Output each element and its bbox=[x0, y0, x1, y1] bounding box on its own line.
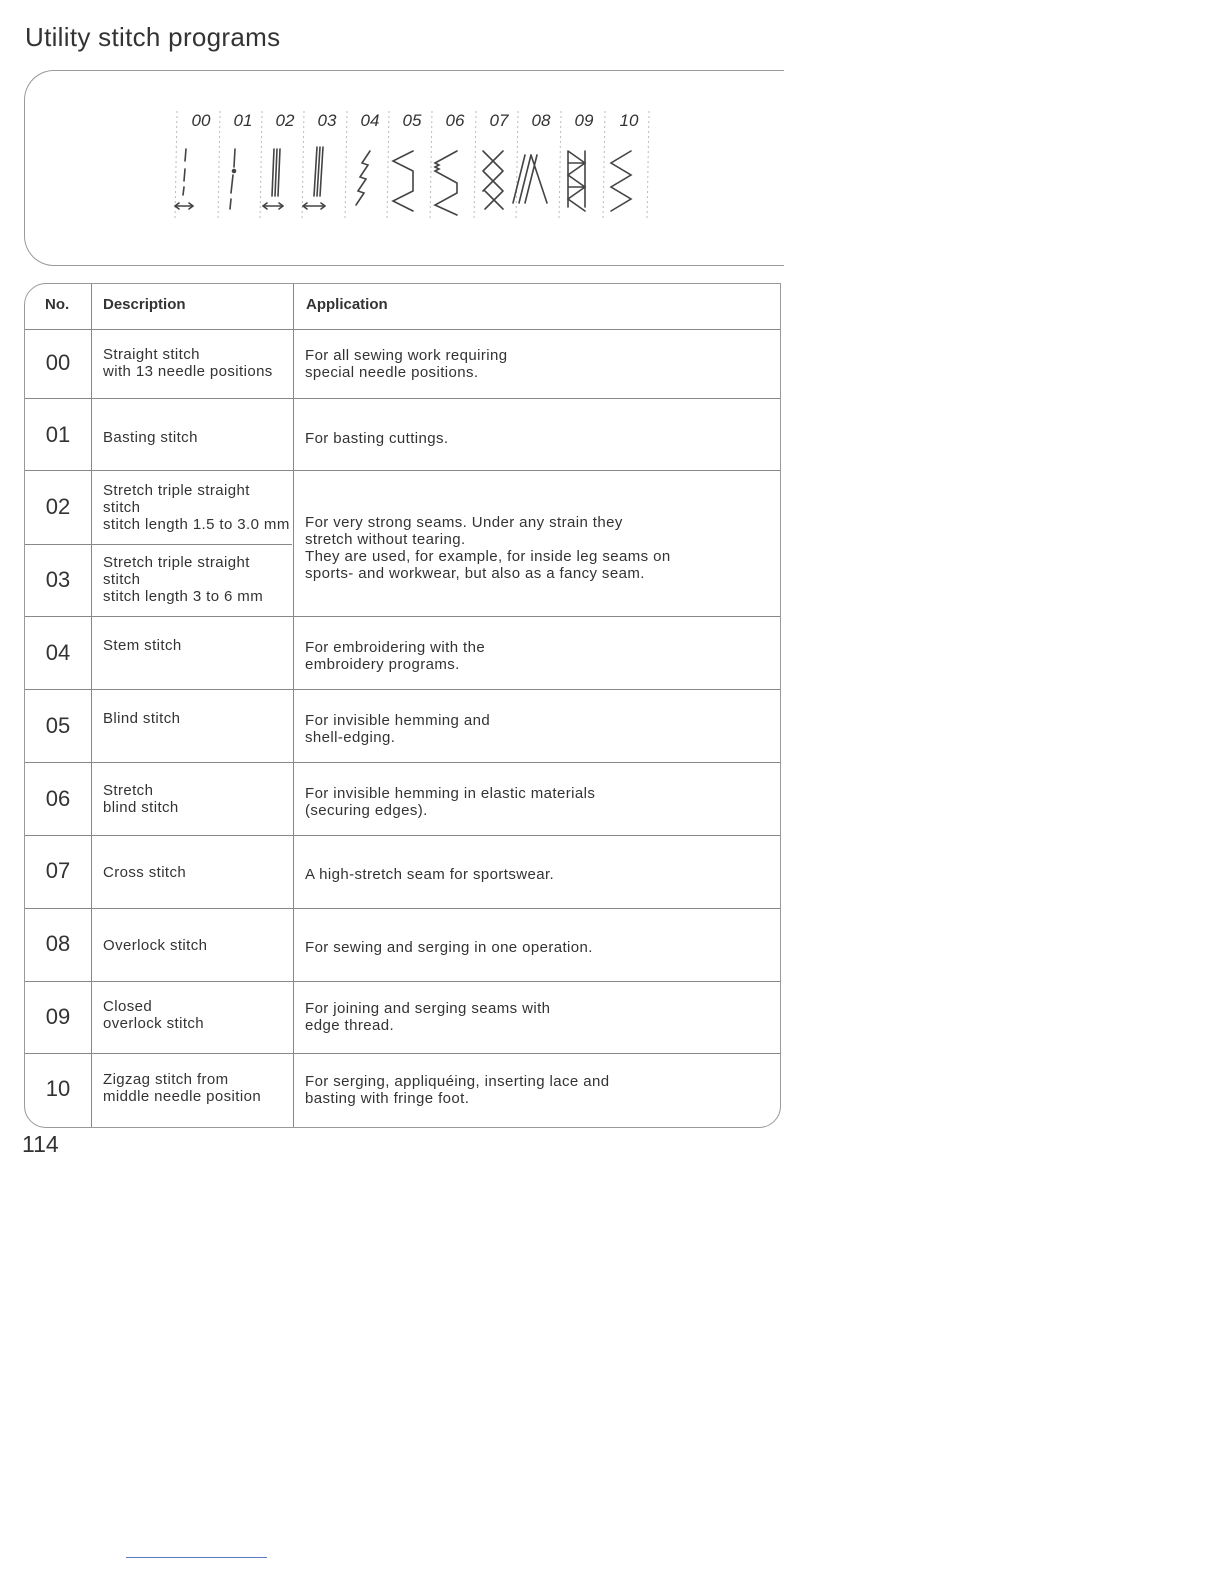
stitch-number: 04 bbox=[360, 111, 380, 130]
header-description: Description bbox=[103, 296, 186, 313]
row-divider bbox=[25, 616, 780, 617]
row-description: Blind stitch bbox=[103, 710, 181, 727]
row-description: Stretch triple straight stitch stitch length 1.5 to 3.0 mm bbox=[103, 482, 290, 533]
row-divider bbox=[25, 981, 780, 982]
stitch-01-basting bbox=[230, 149, 236, 209]
stitch-patterns-illustration bbox=[25, 71, 785, 267]
stitch-04-stem bbox=[356, 151, 370, 205]
stitch-program-table bbox=[24, 283, 781, 1128]
row-divider bbox=[25, 329, 780, 330]
page-number: 114 bbox=[22, 1131, 59, 1157]
row-divider bbox=[25, 908, 780, 909]
row-application: For basting cuttings. bbox=[305, 430, 449, 447]
row-application: For joining and serging seams with edge thread. bbox=[305, 1000, 551, 1034]
row-number: 03 bbox=[45, 567, 71, 592]
row-application: For invisible hemming and shell-edging. bbox=[305, 712, 491, 746]
row-divider bbox=[25, 1053, 780, 1054]
column-divider bbox=[91, 284, 92, 1127]
stitch-03-triple-long bbox=[303, 147, 325, 209]
row-divider bbox=[25, 762, 780, 763]
row-application: For embroidering with the embroidery programs. bbox=[305, 639, 486, 673]
row-number: 04 bbox=[45, 640, 71, 665]
footer-line bbox=[126, 1557, 267, 1558]
row-application: A high-stretch seam for sportswear. bbox=[305, 866, 555, 883]
row-description: Closed overlock stitch bbox=[103, 998, 205, 1032]
stitch-09-closed-overlock bbox=[568, 151, 585, 211]
row-number: 08 bbox=[45, 931, 71, 956]
stitch-10-zigzag bbox=[611, 151, 631, 211]
row-application: For invisible hemming in elastic materials (securing edges). bbox=[305, 785, 596, 819]
stitch-pattern-panel bbox=[24, 70, 784, 266]
row-divider bbox=[25, 398, 780, 399]
row-description: Overlock stitch bbox=[103, 937, 208, 954]
stitch-number: 09 bbox=[574, 111, 594, 130]
row-number: 05 bbox=[45, 713, 71, 738]
row-number: 00 bbox=[45, 350, 71, 375]
row-number: 07 bbox=[45, 858, 71, 883]
stitch-08-overlock bbox=[513, 155, 547, 203]
row-number: 02 bbox=[45, 494, 71, 519]
header-application: Application bbox=[306, 296, 388, 313]
row-number: 10 bbox=[45, 1076, 71, 1101]
stitch-number: 00 bbox=[191, 111, 211, 130]
stitch-number: 10 bbox=[619, 111, 639, 130]
stitch-number: 01 bbox=[233, 111, 253, 130]
stitch-07-cross bbox=[483, 151, 503, 209]
row-application: For serging, appliquéing, inserting lace and basting with fringe foot. bbox=[305, 1073, 610, 1107]
header-no: No. bbox=[45, 296, 70, 313]
page-title: Utility stitch programs bbox=[25, 22, 281, 52]
row-divider bbox=[25, 470, 780, 471]
stitch-06-stretch-blind bbox=[435, 151, 457, 215]
stitch-number: 05 bbox=[402, 111, 422, 130]
row-divider bbox=[25, 544, 292, 545]
row-description: Straight stitch with 13 needle positions bbox=[103, 346, 273, 380]
stitch-05-blind bbox=[393, 151, 413, 211]
row-description: Cross stitch bbox=[103, 864, 187, 881]
row-description: Stretch triple straight stitch stitch length 3 to 6 mm bbox=[103, 554, 264, 605]
row-application-shared: For very strong seams. Under any strain they stretch without tearing. They are used, for example, for inside leg seams on sports- and workwear, but also as a fancy seam. bbox=[305, 514, 671, 582]
row-number: 01 bbox=[45, 422, 71, 447]
row-application: For all sewing work requiring special needle positions. bbox=[305, 347, 508, 381]
row-description: Basting stitch bbox=[103, 429, 198, 446]
row-description: Zigzag stitch from middle needle position bbox=[103, 1071, 262, 1105]
row-number: 09 bbox=[45, 1004, 71, 1029]
stitch-number: 08 bbox=[531, 111, 551, 130]
row-description: Stretch blind stitch bbox=[103, 782, 179, 816]
stitch-00-straight bbox=[175, 149, 193, 209]
row-divider bbox=[25, 835, 780, 836]
stitch-number: 07 bbox=[489, 111, 509, 130]
stitch-number: 02 bbox=[275, 111, 295, 130]
stitch-number: 03 bbox=[317, 111, 337, 130]
row-divider bbox=[25, 689, 780, 690]
row-description: Stem stitch bbox=[103, 637, 182, 654]
row-application: For sewing and serging in one operation. bbox=[305, 939, 593, 956]
row-number: 06 bbox=[45, 786, 71, 811]
stitch-02-triple bbox=[263, 149, 283, 209]
stitch-number: 06 bbox=[445, 111, 465, 130]
